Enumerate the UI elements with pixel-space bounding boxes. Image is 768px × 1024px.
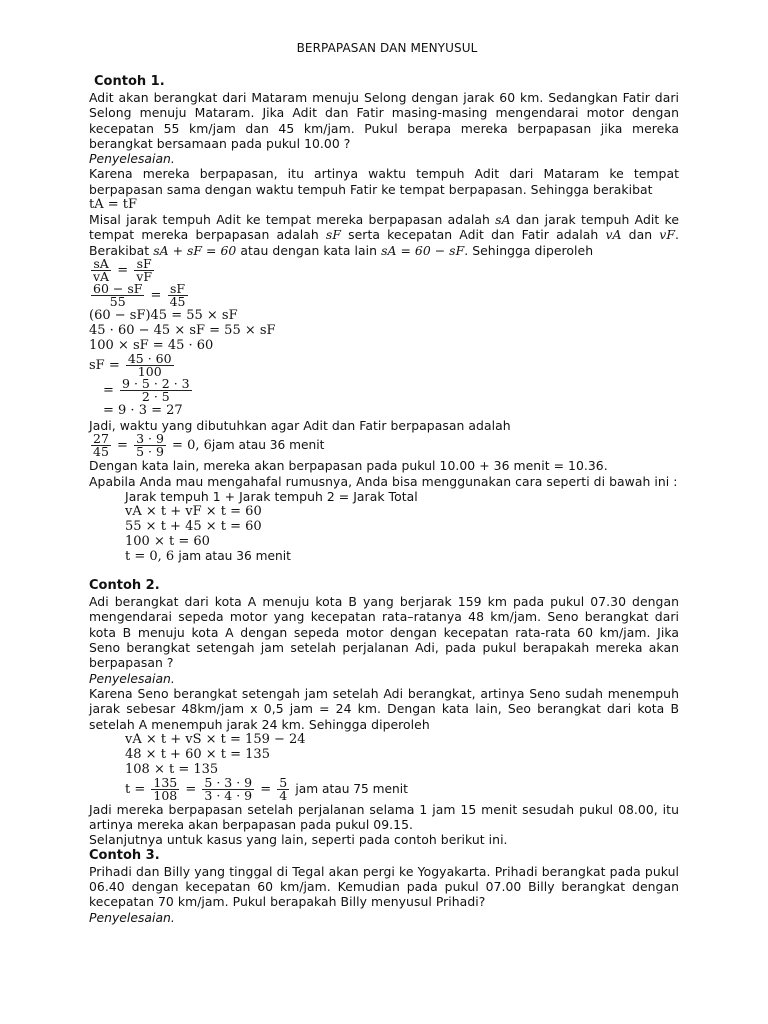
example-2-solution-label: Penyelesaian. — [89, 670, 175, 686]
fraction: $\frac{3 \cdot 9}{5 \cdot 9}$ — [136, 431, 164, 460]
fraction: $\frac{sF}{45}$ — [169, 280, 186, 309]
equation-step: 48 × t + 60 × t = 135 — [125, 746, 270, 762]
example-2-heading: Contoh 2. — [89, 578, 160, 594]
fraction: $\frac{135}{108}$ — [153, 774, 178, 803]
example-3-heading: Contoh 3. — [89, 847, 160, 863]
equation-step: (60 − sF)45 = 55 × sF — [89, 307, 238, 323]
equation-step: vA × t + vF × t = 60 — [125, 504, 262, 520]
equation-step: = $\frac{9 \cdot 5 \cdot 2 \cdot 3}{2 \cdot 5}$ — [103, 375, 190, 404]
example-1-conclusion: Jadi, waktu yang dibutuhkan agar Adit dan Fatir berpapasan adalah — [89, 417, 511, 433]
equation-step: 55 × t + 45 × t = 60 — [125, 519, 262, 535]
fraction: $\frac{5 \cdot 3 \cdot 9}{3 \cdot 4 \cdot 9}$ — [204, 774, 253, 803]
example-2-explanation: Karena Seno berangkat setengah jam setelah Adi berangkat, artinya Seno sudah menempuh jarak sebesar 48km/jam x 0,5 jam = 24 km. Dengan kata lain, Seo berangkat dari kota B setelah A menempuh jarak 24 km. Sehingga diperoleh — [89, 685, 679, 732]
example-2-conclusion: Jadi mereka berpapasan setelah perjalanan selama 1 jam 15 menit sesudah pukul 08.00, itu artinya mereka akan berpapasan pada pukul 09.15. — [89, 801, 679, 833]
equation-substituted: $\frac{60 - sF}{55}$ = $\frac{sF}{45}$ — [93, 280, 186, 309]
example-3-solution-label: Penyelesaian. — [89, 909, 175, 925]
equation-time-result: $\frac{27}{45}$ = $\frac{3 \cdot 9}{5 \cdot 9}$ = 0, 6jam atau 36 menit — [93, 431, 325, 460]
equation-result: = 9 · 3 = 27 — [103, 402, 183, 418]
example-1-answer: Dengan kata lain, mereka akan berpapasan pada pukul 10.00 + 36 menit = 10.36. — [89, 458, 608, 474]
equation-time-equal: tA = tF — [89, 197, 138, 213]
equation-step: vA × t + vS × t = 159 − 24 — [125, 731, 306, 747]
example-2-transition: Selanjutnya untuk kasus yang lain, seperti pada contoh berikut ini. — [89, 832, 508, 848]
example-1-formula: Jarak tempuh 1 + Jarak tempuh 2 = Jarak Total — [125, 488, 418, 504]
example-1-problem: Adit akan berangkat dari Mataram menuju Selong dengan jarak 60 km. Sedangkan Fatir dari Selong menuju Mataram. Jika Adit dan Fatir masing-masing mengendarai motor dengan kecepatan 55 km/jam dan 45 km/jam. Pukul berapa mereka berpapasan jika mereka berangkat bersamaan pada pukul 10.00 ? — [89, 90, 679, 151]
example-1-explanation: Karena mereka berpapasan, itu artinya waktu tempuh Adit dari Mataram ke tempat berpapasan sama dengan waktu tempuh Fatir ke tempat berpapasan. Sehingga berakibat — [89, 166, 679, 197]
example-3-problem: Prihadi dan Billy yang tinggal di Tegal akan pergi ke Yogyakarta. Prihadi berangkat pada pukul 06.40 dengan kecepatan 60 km/jam. Kemudian pada pukul 07.00 Billy berangkat dengan kecepatan 70 km/jam. Pukul berapakah Billy menyusul Prihadi? — [89, 863, 679, 910]
fraction: $\frac{9 \cdot 5 \cdot 2 \cdot 3}{2 \cdot 5}$ — [122, 375, 190, 404]
example-1-formula-intro: Apabila Anda mau mengahafal rumusnya, Anda bisa menggunakan cara seperti di bawah ini : — [89, 473, 678, 489]
equation-result: t = 0, 6 jam atau 36 menit — [125, 549, 291, 565]
equation-step: sF = $\frac{45 \cdot 60}{100}$ — [89, 350, 172, 379]
fraction: $\frac{sF}{vF}$ — [136, 255, 153, 284]
fraction: $\frac{5}{4}$ — [279, 774, 288, 803]
equation-step: 100 × sF = 45 · 60 — [89, 337, 214, 353]
equation-step: 108 × t = 135 — [125, 761, 219, 777]
equation-step: 100 × t = 60 — [125, 534, 210, 550]
example-1-solution-label: Penyelesaian. — [89, 151, 175, 167]
equation-step: 45 · 60 − 45 × sF = 55 × sF — [89, 322, 276, 338]
fraction: $\frac{45 \cdot 60}{100}$ — [127, 350, 172, 379]
equation-result: t = $\frac{135}{108}$ = $\frac{5 \cdot 3 \cdot 9}{3 \cdot 4 \cdot 9}$ = $\frac{5}{4}$ jam atau 75 menit — [125, 774, 408, 803]
example-1-variables: Misal jarak tempuh Adit ke tempat mereka berpapasan adalah sA dan jarak tempuh Adit ke tempat mereka berpapasan adalah sF serta kecepatan Adit dan Fatir adalah vA dan vF. Berakibat sA + sF = 60 atau dengan kata lain sA = 60 − sF. Sehingga diperoleh — [89, 212, 680, 258]
example-1-heading: Contoh 1. — [94, 74, 165, 89]
fraction: $\frac{60 - sF}{55}$ — [93, 280, 143, 309]
page-title: BERPAPASAN DAN MENYUSUL — [296, 41, 478, 55]
fraction: $\frac{sA}{vA}$ — [93, 255, 110, 284]
fraction: $\frac{27}{45}$ — [93, 431, 109, 460]
equation-ratio: $\frac{sA}{vA}$ = $\frac{sF}{vF}$ — [93, 255, 153, 284]
document-page — [89, 41, 679, 925]
example-2-problem: Adi berangkat dari kota A menuju kota B yang berjarak 159 km pada pukul 07.30 dengan mengendarai sepeda motor yang kecepatan rata–ratanya 48 km/jam. Seno berangkat dari kota B menuju kota A dengan sepeda motor dengan kecepatan rata-rata 60 km/jam. Jika Seno berangkat setengah jam setelah perjalanan Adi, pada pukul berapakah mereka akan berpapasan ? — [89, 594, 679, 671]
